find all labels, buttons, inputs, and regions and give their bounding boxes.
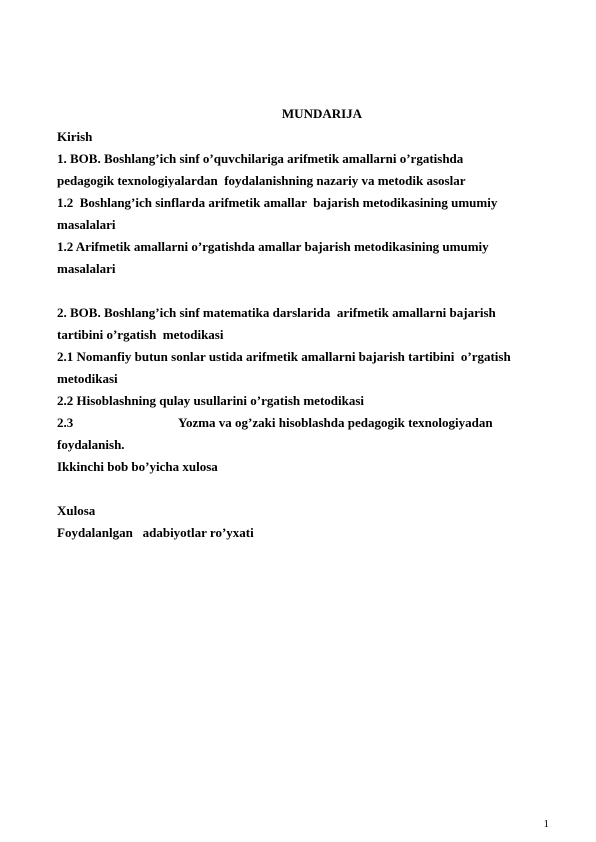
toc-entry-chapter-2-line-2: tartibini o’rgatish metodikasi: [57, 327, 224, 342]
toc-entry-section-1-2b-line-1: 1.2 Arifmetik amallarni o’rgatishda amallar bajarish metodikasining umumiy: [57, 239, 489, 254]
toc-entry-chapter-2-conclusion: Ikkinchi bob bo’yicha xulosa: [57, 459, 218, 474]
toc-entry-references: Foydalanlgan adabiyotlar ro’yxati: [57, 525, 254, 540]
toc-spacer: [57, 280, 557, 302]
toc-entry-section-2-1-line-2: metodikasi: [57, 371, 118, 386]
toc-entry-introduction: Kirish: [57, 129, 93, 144]
table-of-contents: [57, 126, 557, 544]
toc-entry-section-1-2b-line-2: masalalari: [57, 261, 116, 276]
toc-entry-section-2-1-line-1: 2.1 Nomanfiy butun sonlar ustida arifmetik amallarni bajarish tartibini o’rgatish: [57, 349, 511, 364]
toc-entry-conclusion: Xulosa: [57, 503, 96, 518]
toc-entry-section-1-2a-line-1: 1.2 Boshlang’ich sinflarda arifmetik amallar bajarish metodikasining umumiy: [57, 195, 498, 210]
toc-entry-chapter-2-line-1: 2. BOB. Boshlang’ich sinf matematika darslarida arifmetik amallarni bajarish: [57, 305, 496, 320]
toc-title: MUNDARIJA: [281, 106, 363, 121]
toc-entry-section-1-2a-line-2: masalalari: [57, 217, 116, 232]
toc-entry-chapter-1-line-1: 1. BOB. Boshlang’ich sinf o’quvchilariga arifmetik amallarni o’rgatishda: [57, 151, 464, 166]
toc-entry-section-2-2: 2.2 Hisoblashning qulay usullarini o’rgatish metodikasi: [57, 393, 365, 408]
toc-entry-section-2-3-line-1: [57, 412, 557, 434]
toc-spacer: [57, 478, 557, 500]
toc-entry-chapter-1-line-2: pedagogik texnologiyalardan foydalanishning nazariy va metodik asoslar: [57, 173, 466, 188]
page-number: 1: [543, 818, 549, 830]
toc-entry-section-2-3-number: 2.3: [57, 415, 74, 430]
toc-entry-section-2-3-title: Yozma va og’zaki hisoblashda pedagogik texnologiyadan: [178, 415, 493, 430]
toc-entry-section-2-3-line-2: foydalanish.: [57, 437, 125, 452]
